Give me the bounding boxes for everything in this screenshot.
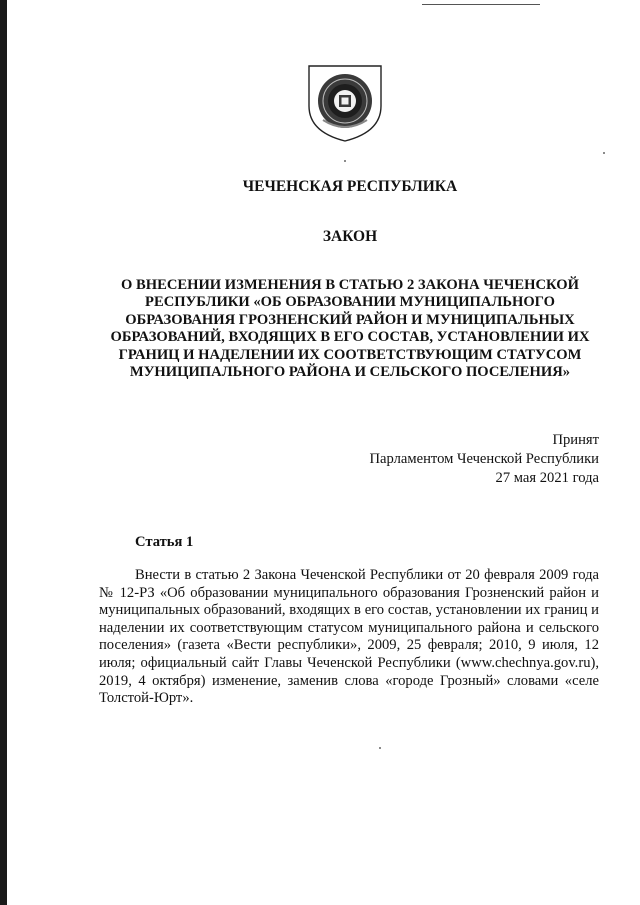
scan-edge	[0, 0, 7, 905]
scan-speck	[603, 152, 605, 154]
law-title-line: МУНИЦИПАЛЬНОГО РАЙОНА И СЕЛЬСКОГО ПОСЕЛЕНИЯ»	[129, 364, 571, 381]
adopted-date: 27 мая 2021 года	[495, 470, 599, 486]
republic-name: ЧЕЧЕНСКАЯ РЕСПУБЛИКА	[242, 178, 458, 195]
law-title	[100, 277, 600, 381]
adopted-by: Парламентом Чеченской Республики	[369, 451, 599, 467]
law-title-line: О ВНЕСЕНИИ ИЗМЕНЕНИЯ В СТАТЬЮ 2 ЗАКОНА ЧЕЧЕНСКОЙ	[121, 277, 579, 293]
law-title-line: ГРАНИЦ И НАДЕЛЕНИИ ИХ СООТВЕТСТВУЮЩИМ СТАТУСОМ	[118, 346, 582, 363]
adoption-block	[369, 431, 599, 488]
document-type: ЗАКОН	[322, 228, 378, 245]
coat-of-arms-icon	[305, 62, 385, 144]
scan-speck	[379, 747, 381, 749]
scan-mark	[422, 4, 540, 5]
adopted-label: Принят	[552, 432, 599, 448]
law-title-line: ОБРАЗОВАНИЯ ГРОЗНЕНСКИЙ РАЙОН И МУНИЦИПАЛЬНЫХ	[125, 311, 575, 328]
article-text: Внести в статью 2 Закона Чеченской Республики от 20 февраля 2009 года № 12-РЗ «Об образовании муниципального образования Грозненский район и муниципальных образований, входящих в его состав, установлении их границ и наделении их соответствующим статусом муниципального района и сельского поселения» (газета «Вести республики», 2009, 25 февраля; 2010, 9 июля, 12 июля; официальный сайт Главы Чеченской Республики (www.chechnya.gov.ru), 2019, 4 октября) изменение, заменив слова «городе Грозный» словами «селе Толстой-Юрт».	[99, 567, 599, 707]
scan-speck	[344, 160, 346, 162]
law-title-line: РЕСПУБЛИКИ «ОБ ОБРАЗОВАНИИ МУНИЦИПАЛЬНОГО	[145, 294, 555, 311]
article-heading: Статья 1	[135, 534, 194, 550]
law-title-line: ОБРАЗОВАНИЙ, ВХОДЯЩИХ В ЕГО СОСТАВ, УСТАНОВЛЕНИИ ИХ	[110, 329, 590, 346]
